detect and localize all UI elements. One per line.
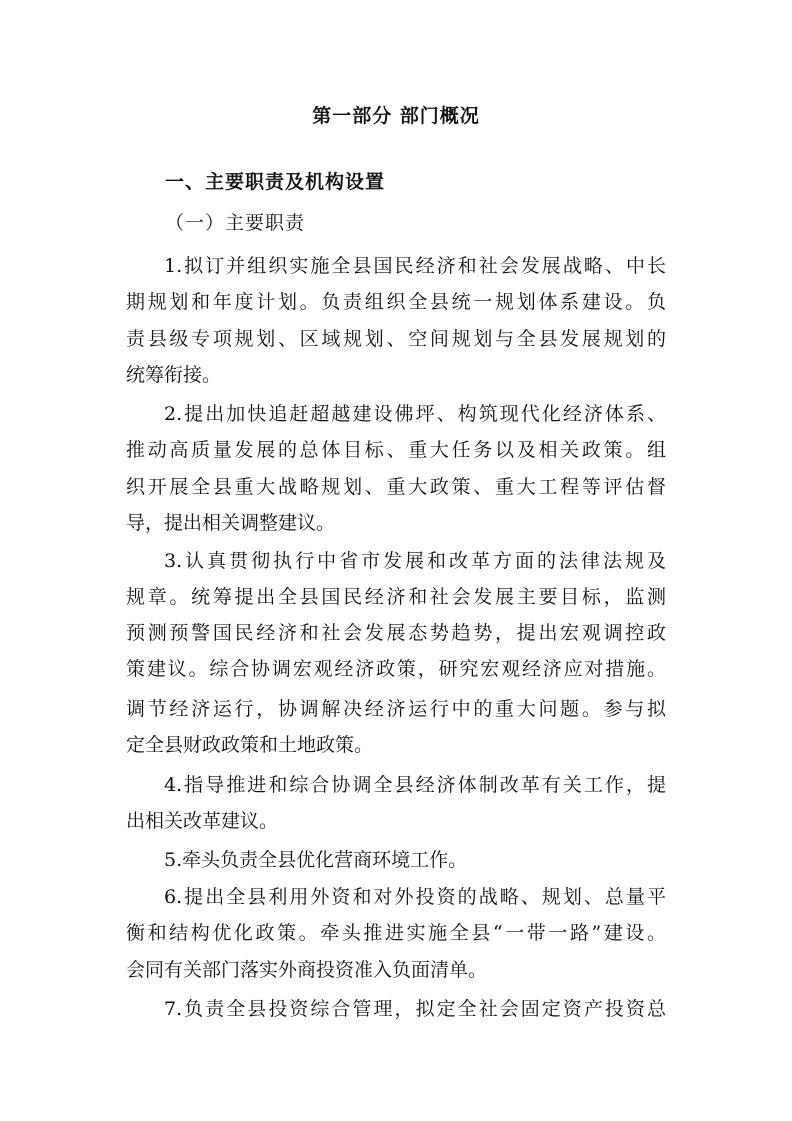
paragraph-6-line-1: 6.提出全县利用外资和对外投资的战略、规划、总量平: [164, 886, 666, 908]
paragraph-4-line-2: 出相关改革建议。: [126, 810, 279, 832]
paragraph-3-line-2: 规章。统筹提出全县国民经济和社会发展主要目标，监测: [126, 586, 666, 608]
section-heading: 一、主要职责及机构设置: [165, 171, 386, 193]
paragraph-3-line-5: 调节经济运行，协调解决经济运行中的重大问题。参与拟: [126, 698, 666, 720]
page-title: 第一部分 部门概况: [312, 105, 480, 127]
paragraph-1-line-3: 责县级专项规划、区域规划、空间规划与全县发展规划的: [126, 328, 666, 350]
paragraph-2-line-4: 导，提出相关调整建议。: [126, 512, 336, 534]
paragraph-4-line-1: 4.指导推进和综合协调全县经济体制改革有关工作，提: [164, 774, 666, 796]
paragraph-2-line-2: 推动高质量发展的总体目标、重大任务以及相关政策。组: [126, 439, 666, 461]
paragraph-1-line-1: 1.拟订并组织实施全县国民经济和社会发展战略、中长: [164, 255, 666, 277]
paragraph-6-line-3: 会同有关部门落实外商投资准入负面清单。: [126, 959, 488, 981]
subsection-heading: （一）主要职责: [165, 212, 306, 234]
paragraph-3-line-3: 预测预警国民经济和社会发展态势趋势，提出宏观调控政: [126, 622, 666, 644]
paragraph-1-line-2: 期规划和年度计划。负责组织全县统一规划体系建设。负: [126, 291, 666, 313]
paragraph-7-line-1: 7.负责全县投资综合管理，拟定全社会固定资产投资总: [164, 998, 666, 1020]
paragraph-6-line-2: 衡和结构优化政策。牵头推进实施全县“一带一路”建设。: [126, 922, 666, 944]
paragraph-3-line-6: 定全县财政政策和土地政策。: [126, 734, 374, 756]
paragraph-2-line-1: 2.提出加快追赶超越建设佛坪、构筑现代化经济体系、: [164, 403, 666, 425]
paragraph-2-line-3: 织开展全县重大战略规划、重大政策、重大工程等评估督: [126, 476, 666, 498]
paragraph-3-line-1: 3.认真贯彻执行中省市发展和改革方面的法律法规及: [164, 550, 666, 572]
paragraph-3-line-4: 策建议。综合协调宏观经济政策，研究宏观经济应对措施。: [126, 658, 666, 680]
paragraph-1-line-4: 统筹衔接。: [126, 364, 222, 386]
paragraph-5-line-1: 5.牵头负责全县优化营商环境工作。: [164, 849, 468, 871]
